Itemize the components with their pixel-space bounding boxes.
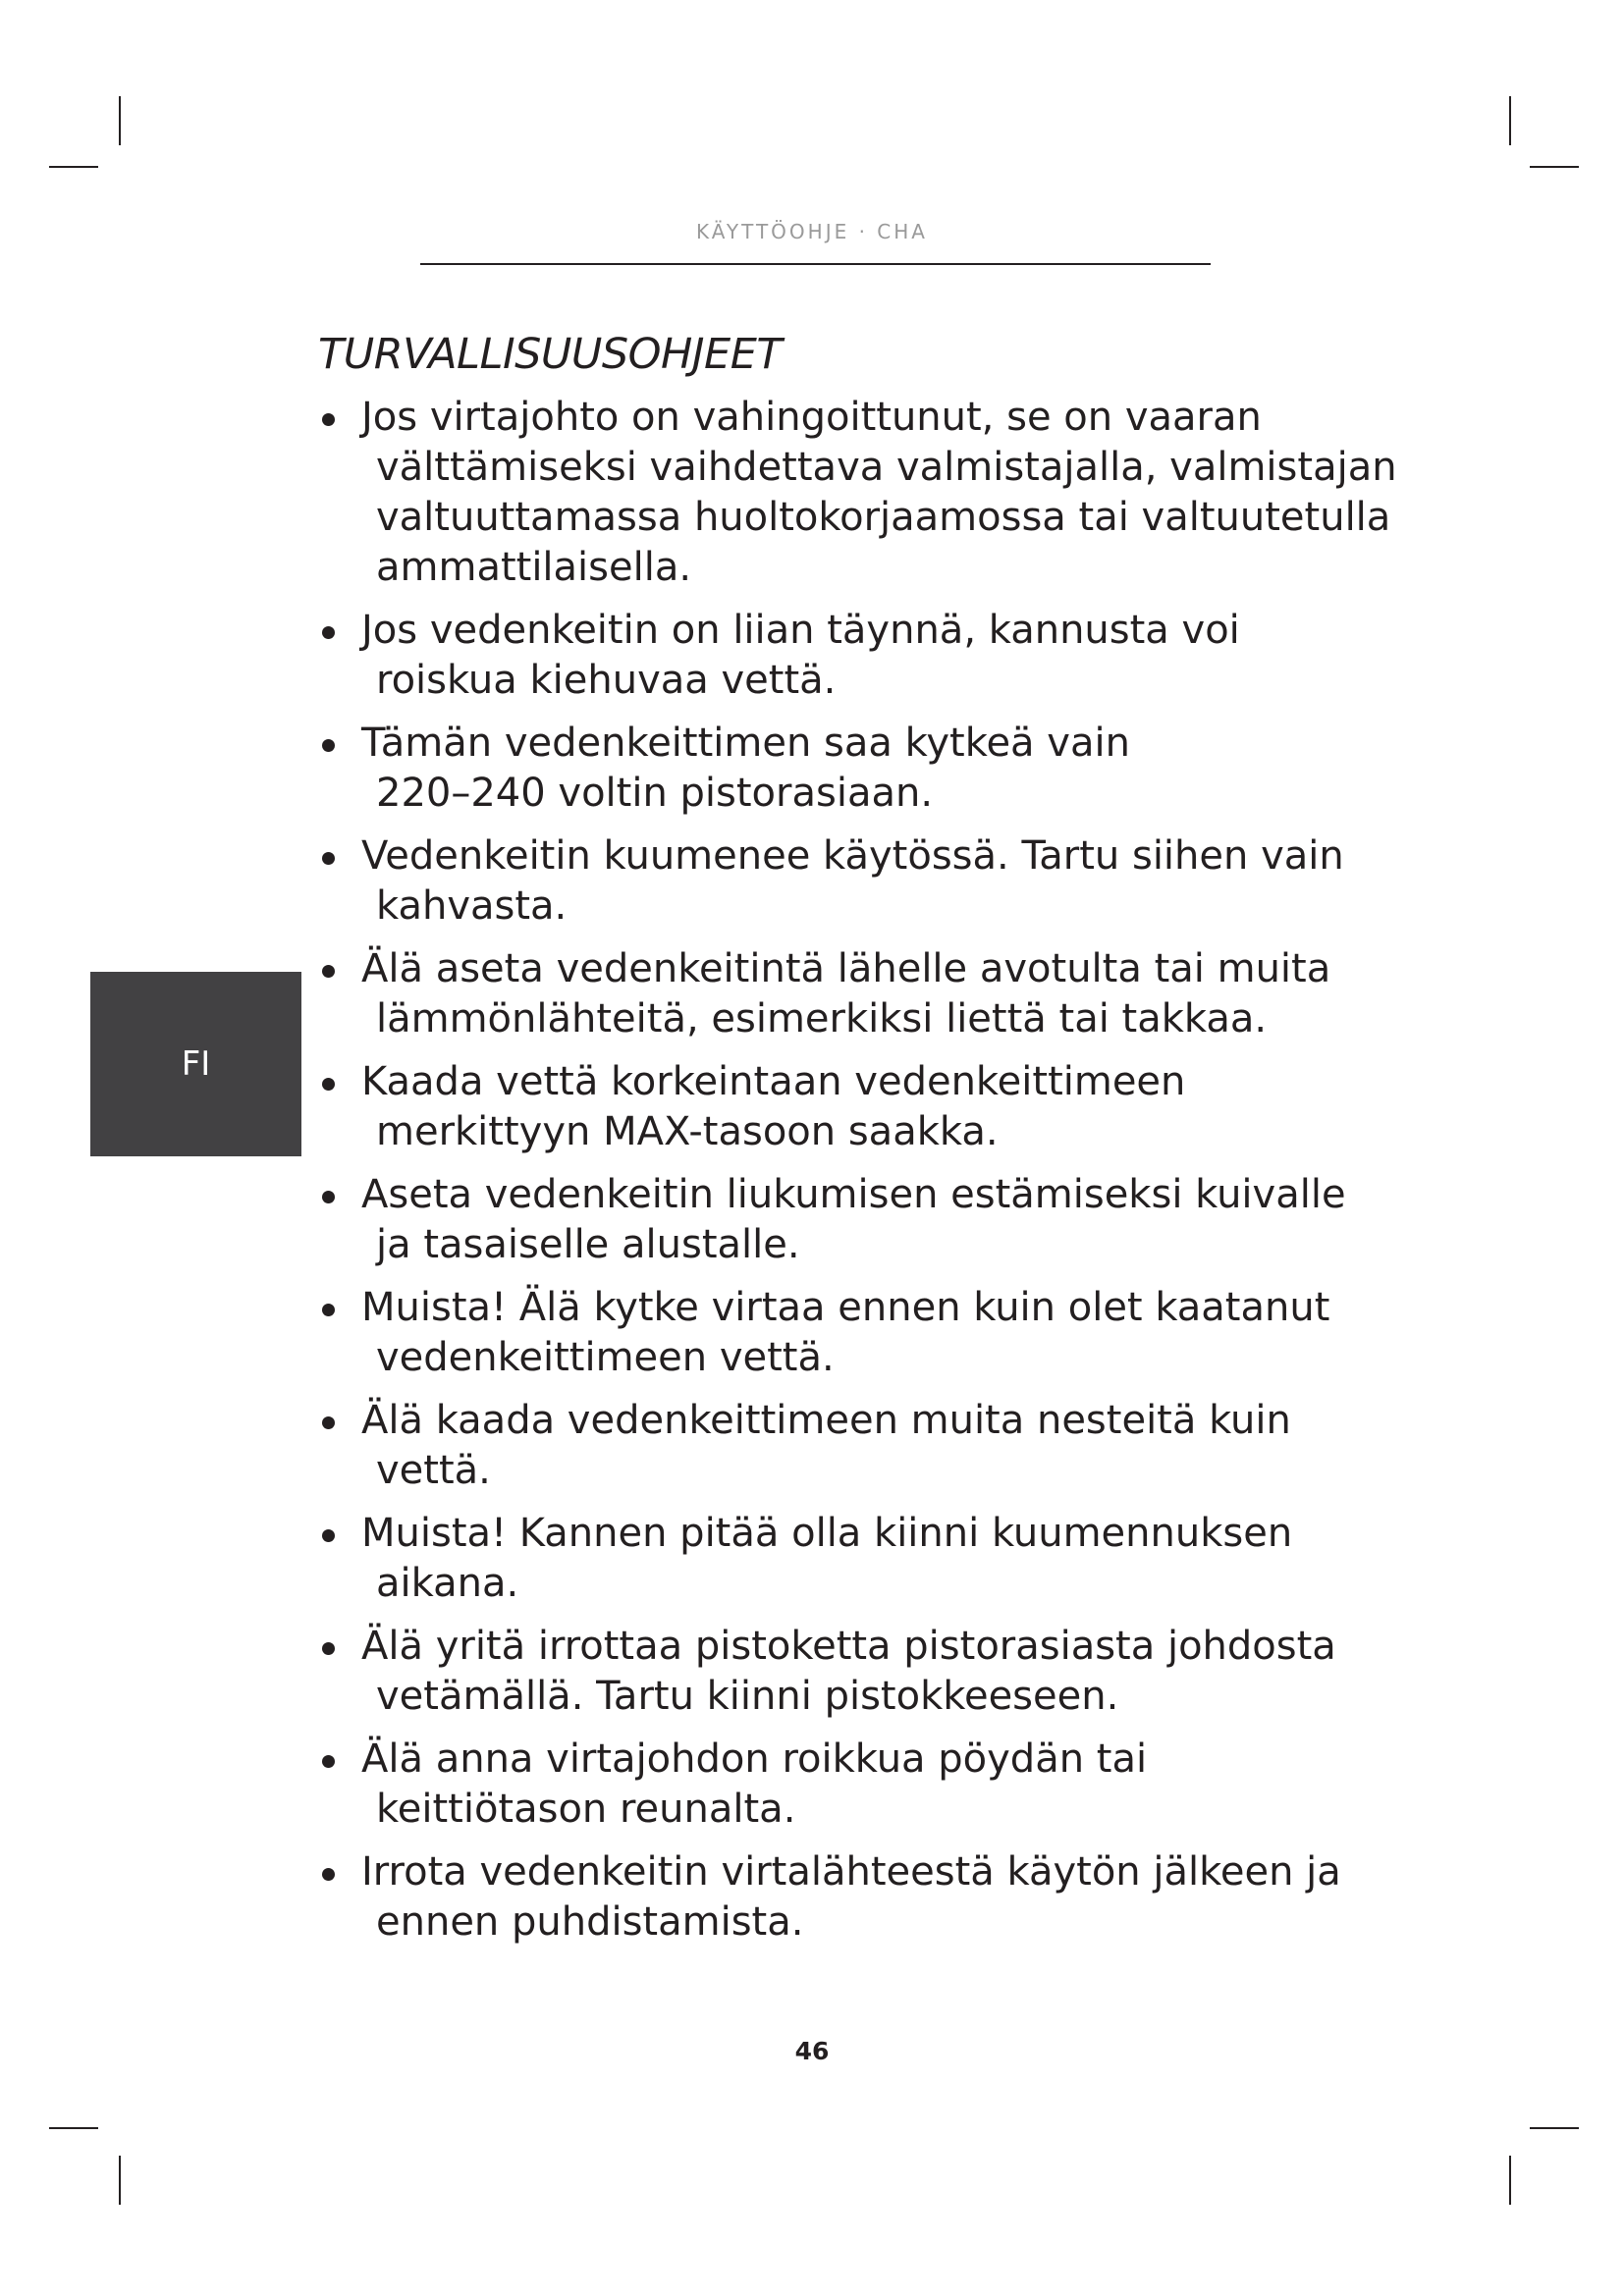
bullet-icon [322, 1755, 335, 1768]
crop-mark [119, 2156, 121, 2205]
list-item [312, 1396, 1412, 1496]
bullet-icon [322, 1868, 335, 1881]
list-item [312, 1170, 1412, 1270]
list-item-line: Älä yritä irrottaa pistoketta pistorasiasta johdosta [361, 1624, 1336, 1669]
bullet-icon [322, 739, 335, 752]
list-item-line: ja tasaiselle alustalle. [376, 1222, 800, 1267]
crop-mark [1530, 166, 1579, 168]
list-item-text [361, 1283, 1412, 1383]
list-item-text [361, 944, 1412, 1044]
list-item [312, 719, 1412, 819]
list-item-line: valtuuttamassa huoltokorjaamossa tai valtuutetulla [376, 495, 1391, 540]
list-item-line: lämmönlähteitä, esimerkiksi liettä tai takkaa. [376, 996, 1268, 1041]
list-item-line: ennen puhdistamista. [376, 1899, 804, 1945]
crop-mark [1530, 2127, 1579, 2129]
list-item [312, 1509, 1412, 1609]
list-item-line: Tämän vedenkeittimen saa kytkeä vain [361, 721, 1130, 766]
list-item-line: Muista! Älä kytke virtaa ennen kuin olet kaatanut [361, 1285, 1330, 1330]
crop-mark [119, 96, 121, 145]
list-item [312, 831, 1412, 932]
list-item-line: Jos vedenkeitin on liian täynnä, kannusta voi [361, 608, 1240, 653]
bullet-icon [322, 1529, 335, 1542]
list-item [312, 944, 1412, 1044]
bullet-icon [322, 852, 335, 865]
list-item-text [361, 831, 1412, 932]
bullet-icon [322, 1078, 335, 1091]
section-title: TURVALLISUUSOHJEET [318, 330, 783, 379]
crop-mark [49, 2127, 98, 2129]
list-item-text [361, 1170, 1412, 1270]
list-item-text [361, 606, 1412, 706]
list-item-line: Älä kaada vedenkeittimeen muita nesteitä kuin [361, 1398, 1291, 1443]
list-item [312, 1057, 1412, 1157]
list-item-text [361, 719, 1412, 819]
list-item-line: kahvasta. [376, 883, 568, 929]
list-item-line: Vedenkeitin kuumenee käytössä. Tartu siihen vain [361, 833, 1344, 879]
bullet-icon [322, 1191, 335, 1203]
list-item-line: Irrota vedenkeitin virtalähteestä käytön jälkeen ja [361, 1849, 1341, 1895]
bullet-icon [322, 626, 335, 639]
list-item-text [361, 1735, 1412, 1835]
list-item-line: Älä anna virtajohdon roikkua pöydän tai [361, 1736, 1148, 1782]
list-item-line: keittiötason reunalta. [376, 1787, 796, 1832]
page-number: 46 [794, 2037, 830, 2065]
bullet-icon [322, 965, 335, 978]
language-tab-label: FI [181, 1044, 211, 1084]
list-item [312, 1847, 1412, 1948]
crop-mark [49, 166, 98, 168]
list-item-text [361, 393, 1412, 593]
list-item-line: välttämiseksi vaihdettava valmistajalla, valmistajan [376, 445, 1397, 490]
list-item-line: aikana. [376, 1561, 519, 1606]
crop-mark [1509, 2156, 1511, 2205]
safety-instructions-list [312, 393, 1412, 1960]
list-item-line: Älä aseta vedenkeitintä lähelle avotulta tai muita [361, 946, 1331, 991]
list-item-line: merkittyyn MAX-tasoon saakka. [376, 1109, 999, 1154]
list-item-line: 220–240 voltin pistorasiaan. [376, 771, 934, 816]
list-item-line: Muista! Kannen pitää olla kiinni kuumennuksen [361, 1511, 1293, 1556]
crop-mark [1509, 96, 1511, 145]
list-item-line: Aseta vedenkeitin liukumisen estämiseksi kuivalle [361, 1172, 1346, 1217]
list-item-text [361, 1057, 1412, 1157]
list-item-line: Kaada vettä korkeintaan vedenkeittimeen [361, 1059, 1186, 1104]
list-item-text [361, 1509, 1412, 1609]
bullet-icon [322, 413, 335, 426]
list-item [312, 1622, 1412, 1722]
list-item-line: ammattilaisella. [376, 545, 692, 590]
language-tab [90, 972, 301, 1156]
header-divider [420, 263, 1211, 265]
list-item [312, 1735, 1412, 1835]
bullet-icon [322, 1416, 335, 1429]
list-item-line: vedenkeittimeen vettä. [376, 1335, 835, 1380]
list-item-text [361, 1847, 1412, 1948]
list-item-line: Jos virtajohto on vahingoittunut, se on vaaran [361, 395, 1262, 440]
list-item [312, 393, 1412, 593]
list-item-line: vettä. [376, 1448, 491, 1493]
list-item-line: roiskua kiehuvaa vettä. [376, 658, 837, 703]
bullet-icon [322, 1304, 335, 1316]
list-item [312, 606, 1412, 706]
running-header: KÄYTTÖOHJE · CHA [695, 220, 928, 243]
list-item-line: vetämällä. Tartu kiinni pistokkeeseen. [376, 1674, 1119, 1719]
list-item-text [361, 1396, 1412, 1496]
list-item-text [361, 1622, 1412, 1722]
bullet-icon [322, 1642, 335, 1655]
list-item [312, 1283, 1412, 1383]
